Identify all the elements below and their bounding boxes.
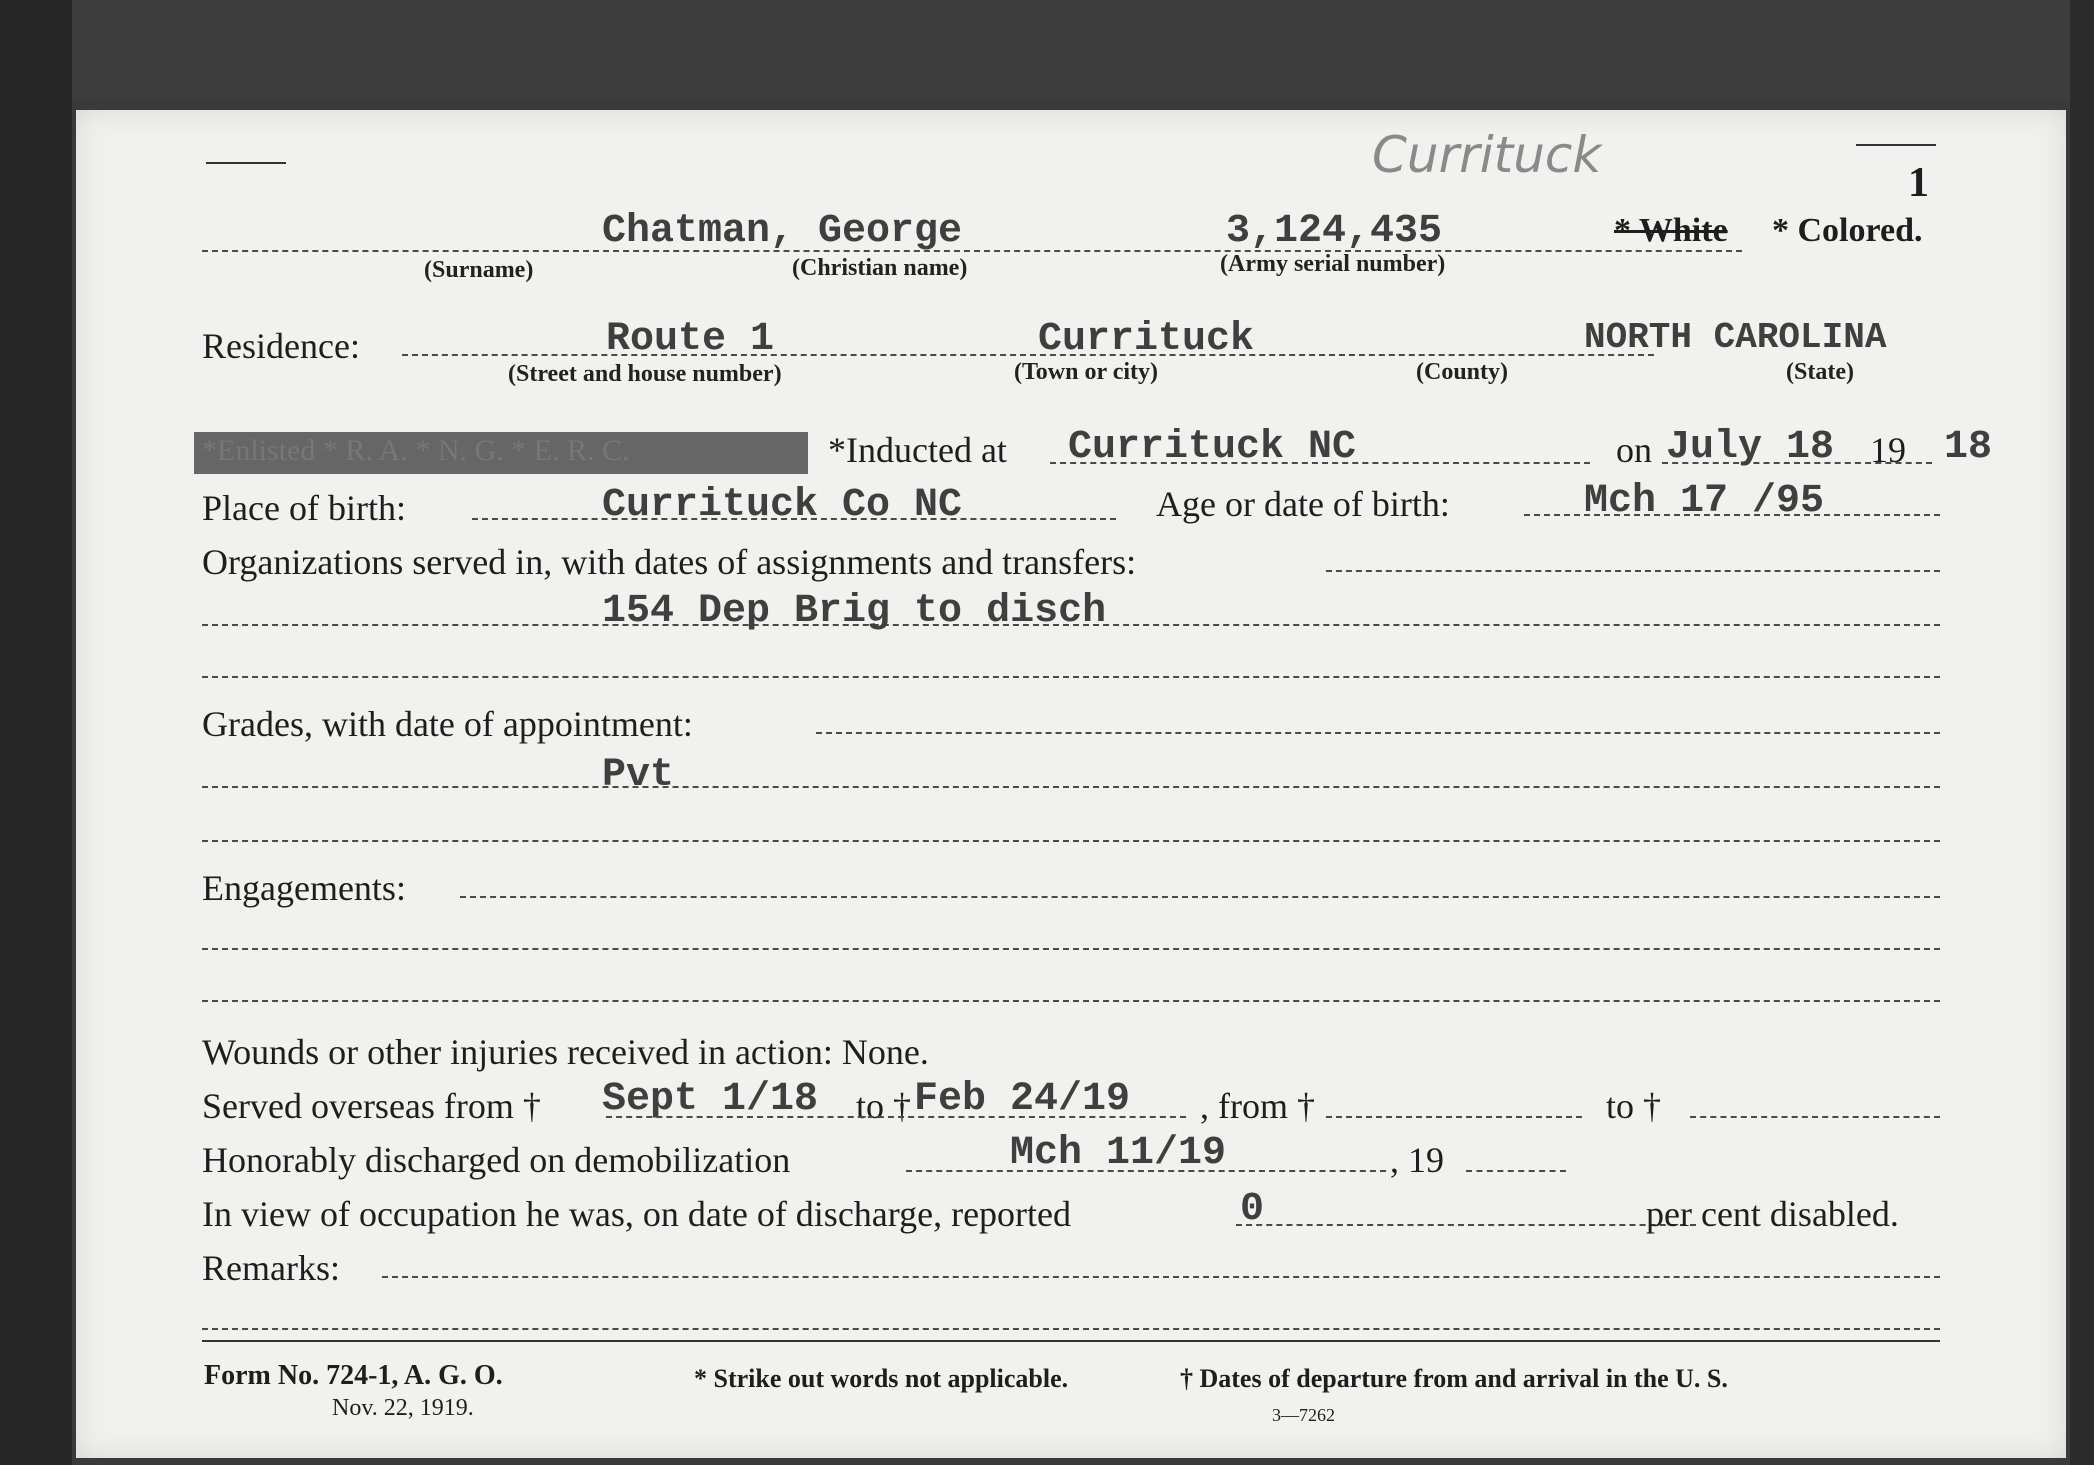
engagements-line-2 <box>202 948 1940 950</box>
remarks-line-2 <box>202 1328 1940 1330</box>
grades-line-3 <box>202 840 1940 842</box>
inducted-label: *Inducted at <box>828 430 1007 470</box>
organizations-value: 154 Dep Brig to disch <box>602 589 1107 634</box>
place-of-birth-label: Place of birth: <box>202 488 406 528</box>
disability-suffix: per cent disabled. <box>1646 1194 1899 1234</box>
grades-label: Grades, with date of appointment: <box>202 704 693 744</box>
form-date: Nov. 22, 1919. <box>332 1395 474 1421</box>
top-right-rule <box>1856 144 1936 146</box>
discharge-label: Honorably discharged on demobilization <box>202 1140 791 1180</box>
overseas-line-1 <box>606 1116 1186 1118</box>
overseas-line-2 <box>1326 1116 1582 1118</box>
race-white-option: * White <box>1614 212 1728 249</box>
state-value: NORTH CAROLINA <box>1584 317 1887 358</box>
strike-note: * Strike out words not applicable. <box>694 1364 1069 1393</box>
card-number: 1 <box>1908 160 1929 206</box>
remarks-line-1 <box>382 1276 1940 1278</box>
engagements-line-1 <box>460 896 1940 898</box>
race-colored-option: * Colored. <box>1772 212 1923 249</box>
residence-label: Residence: <box>202 326 360 366</box>
town-caption: (Town or city) <box>1014 359 1158 385</box>
service-record-card <box>76 110 2066 1458</box>
organizations-label: Organizations served in, with dates of assignments and transfers: <box>202 542 1137 582</box>
disability-line <box>1236 1224 1696 1226</box>
surname-caption: (Surname) <box>424 257 534 283</box>
residence-line <box>402 354 1654 356</box>
name-value: Chatman, George <box>602 209 963 254</box>
induction-date-value: July 18 <box>1666 425 1835 470</box>
christian-name-caption: (Christian name) <box>792 255 968 281</box>
grades-line-1 <box>816 732 1940 734</box>
form-number: Form No. 724-1, A. G. O. <box>204 1360 503 1391</box>
footer-rule <box>202 1340 1940 1342</box>
disability-value: 0 <box>1240 1187 1265 1232</box>
overseas-label: Served overseas from † <box>202 1086 541 1126</box>
overseas-to-value: Feb 24/19 <box>914 1077 1131 1122</box>
engagements-line-3 <box>202 1000 1940 1002</box>
street-value: Route 1 <box>606 317 775 362</box>
dark-background-right <box>2070 0 2094 1465</box>
discharge-year-line <box>1466 1170 1566 1172</box>
dates-note: † Dates of departure from and arrival in the U. S. <box>1180 1364 1728 1393</box>
overseas-to-label: to † <box>856 1086 912 1126</box>
overseas-from-value: Sept 1/18 <box>602 1077 819 1122</box>
serial-number-caption: (Army serial number) <box>1220 251 1446 277</box>
wounds-label: Wounds or other injuries received in action: None. <box>202 1032 929 1072</box>
remarks-label: Remarks: <box>202 1248 340 1288</box>
induction-year-value: 18 <box>1944 425 1993 470</box>
serial-number-value: 3,124,435 <box>1226 209 1443 254</box>
state-caption: (State) <box>1786 359 1854 385</box>
induction-year-prefix: 19 <box>1870 430 1906 470</box>
overseas-from2-label: , from † <box>1200 1086 1315 1126</box>
overseas-to2-label: to † <box>1606 1086 1662 1126</box>
name-line <box>202 250 1742 252</box>
place-of-birth-value: Currituck Co NC <box>602 483 963 528</box>
inducted-value: Currituck NC <box>1068 425 1357 470</box>
county-handwritten-note: Currituck <box>1372 126 1602 184</box>
age-value: Mch 17 /95 <box>1584 479 1825 524</box>
organizations-line-3 <box>202 676 1940 678</box>
county-caption: (County) <box>1416 359 1509 385</box>
age-label: Age or date of birth: <box>1156 484 1450 524</box>
discharge-value: Mch 11/19 <box>1010 1131 1227 1176</box>
town-value: Currituck <box>1038 317 1255 362</box>
discharge-year-label: , 19 <box>1390 1140 1444 1180</box>
enlistment-options-struck: *Enlisted * R. A. * N. G. * E. R. C. <box>202 434 630 467</box>
print-code: 3—7262 <box>1272 1405 1335 1425</box>
dark-background-top <box>0 0 2094 100</box>
top-left-rule <box>206 162 286 164</box>
on-label: on <box>1616 430 1652 470</box>
grades-value: Pvt <box>602 753 675 798</box>
street-caption: (Street and house number) <box>508 361 782 387</box>
engagements-label: Engagements: <box>202 868 406 908</box>
disability-label: In view of occupation he was, on date of discharge, reported <box>202 1194 1072 1234</box>
organizations-line-1 <box>1326 570 1940 572</box>
dark-background-left <box>0 0 72 1465</box>
grades-line-2 <box>202 786 1940 788</box>
overseas-line-3 <box>1690 1116 1940 1118</box>
